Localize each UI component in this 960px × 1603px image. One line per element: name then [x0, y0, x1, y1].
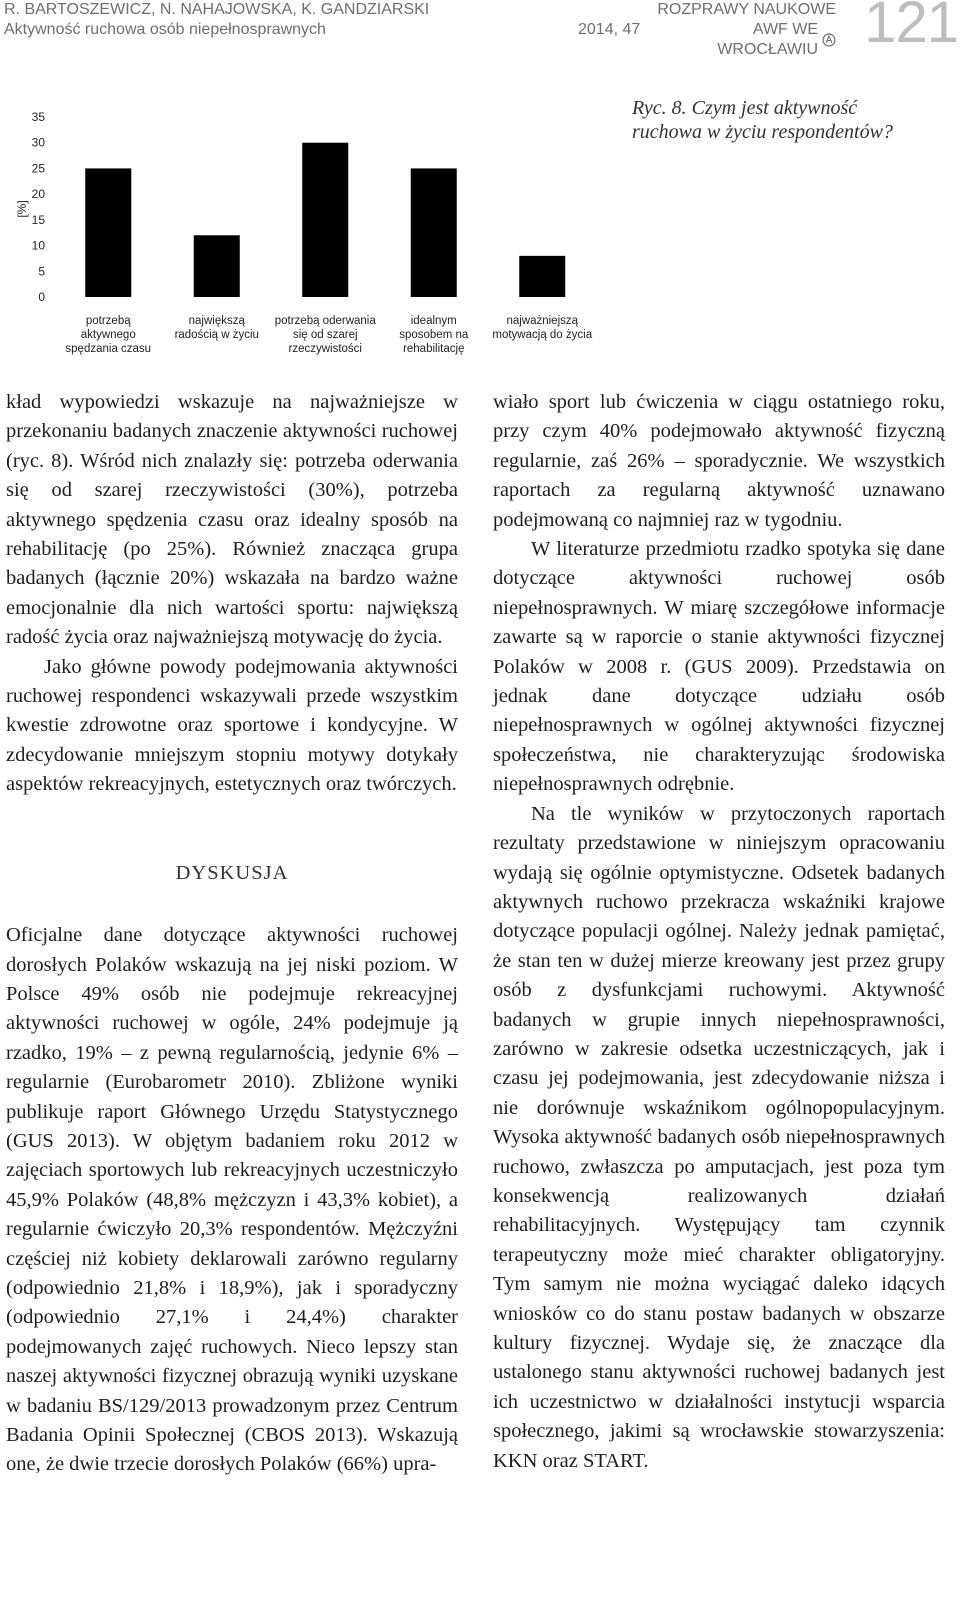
y-axis-ticks	[32, 110, 46, 304]
y-tick-label: 5	[38, 264, 45, 279]
text-column-left	[6, 388, 458, 1480]
y-tick-label: 35	[31, 110, 45, 124]
bar	[302, 143, 348, 297]
bar	[411, 168, 457, 297]
figure-caption-line1: Ryc. 8. Czym jest aktywność	[632, 97, 858, 119]
x-tick-label: rzeczywistości	[288, 343, 362, 355]
x-tick-label: rehabilitację	[403, 343, 465, 355]
x-tick-label: się od szarej	[292, 329, 358, 341]
awf-logo-icon	[822, 33, 836, 47]
paragraph: Na tle wyników w przytoczonych raportach rezultaty przedstawione w niniejszym opracowaniu wydają się ogólnie optymistyczne. Odsetek badanych aktywnych ruchowo przekracza wskaźniki krajowe dotyczące populacji ogólnej. Należy jednak pamiętać, że stan ten w dużej mierze kreowany jest przez grupy osób z dysfunkcjami ruchowymi. Aktywność badanych w grupie innych niepełnosprawności, zarówno w zakresie odsetka uczestniczących, jak i czasu jej podejmowania, jest zdecydowanie niższa i nie dorównuje wskaźnikom ogólnopopulacyjnym. Wysoka aktywność badanych osób niepełnosprawnych ruchowo, zwłaszcza po amputacjach, jest poza tym konsekwencją realizowanych działań rehabilitacyjnych. Występujący tam czynnik terapeutyczny może mieć charakter obligatoryjny. Tym samym nie można wyciągać daleko idących wniosków co do stanu postaw badanych w obszarze kultury fizycznej. Wydaje się, że znaczące dla ustalonego stanu aktywności ruchowej badanych jest ich uczestnictwo w działalności instytucji wsparcia społecznego, jakimi są wrocławskie stowarzyszenia: KKN oraz START.	[493, 802, 945, 1472]
figure-caption	[632, 96, 952, 144]
header-article-title: Aktywność ruchowa osób niepełnosprawnych	[4, 21, 326, 38]
figure-caption-line2: ruchowa w życiu respondentów?	[632, 121, 893, 143]
y-tick-label: 10	[31, 238, 45, 253]
running-header-left	[4, 0, 524, 40]
bar	[194, 235, 240, 297]
paragraph: Oficjalne dane dotyczące aktywności ruchowej dorosłych Polaków wskazują na jej niski poziom. W Polsce 49% osób nie podejmuje rekreacyjnej aktywności ruchowej w ogóle, 24% podejmuje ją rzadko, 19% – z pewną regularnością, jedynie 6% – regularnie (Eurobarometr 2010). Zbliżone wyniki publikuje raport Głównego Urzędu Statystycznego (GUS 2013). W objętym badaniem roku 2012 w zajęciach sportowych lub rekreacyjnych uczestniczyło 45,9% Polaków (48,8% mężczyzn i 43,3% kobiet), a regularnie ćwiczyło 20,3% respondentów. Mężczyźni częściej niż kobiety deklarowali zarówno regularny (odpowiednio 21,8% i 18,9%), jak i sporadyczny (odpowiednio 27,1% i 24,4%) charakter podejmowanych zajęć ruchowych. Nieco lepszy stan naszej aktywności fizycznej obrazują wyniki uzyskane w badaniu BS/129/2013 prowadzonym przez Centrum Badania Opinii Społecznej (CBOS 2013). Wskazują one, że dwie trzecie dorosłych Polaków (66%) upra-	[6, 924, 458, 1476]
bar	[519, 256, 565, 297]
x-tick-label: potrzebą oderwania	[274, 315, 376, 327]
y-tick-label: 0	[38, 290, 45, 304]
x-axis-labels	[65, 315, 592, 355]
x-tick-label: największą	[188, 315, 245, 327]
header-journal-line1: ROZPRAWY NAUKOWE	[657, 1, 836, 18]
x-tick-label: idealnym	[410, 315, 457, 327]
y-tick-label: 30	[31, 135, 45, 150]
y-tick-label: 25	[31, 161, 45, 176]
x-tick-label: radością w życiu	[174, 329, 259, 341]
header-year-volume: 2014, 47	[578, 21, 641, 38]
x-tick-label: potrzebą	[85, 315, 131, 327]
page-number: 121	[864, 0, 958, 55]
x-tick-label: motywacją do życia	[492, 329, 593, 341]
x-tick-label: spędzania czasu	[65, 343, 152, 355]
header-authors: R. BARTOSZEWICZ, N. NAHAJOWSKA, K. GANDZIARSKI	[4, 1, 430, 18]
y-tick-label: 15	[31, 212, 45, 227]
header-journal-line2: AWF WE WROCŁAWIU	[717, 21, 819, 58]
text-column-right	[493, 388, 945, 1476]
paragraph: W literaturze przedmiotu rzadko spotyka się dane dotyczące aktywności ruchowej osób niepełnosprawnych. W miarę szczegółowe informacje zawarte są w raporcie o stanie aktywności fizycznej Polaków w 2008 r. (GUS 2009). Przedstawia on jednak dane dotyczące udziału osób niepełnosprawnych w ogólnej aktywności fizycznej społeczeństwa, nie charakteryzując środowiska niepełnosprawnych odrębnie.	[493, 538, 945, 796]
y-axis-label: [%]	[15, 200, 29, 218]
x-tick-label: najważniejszą	[506, 315, 579, 327]
section-heading: DYSKUSJA	[175, 861, 289, 884]
bar-chart	[0, 96, 620, 371]
paragraph: kład wypowiedzi wskazuje na najważniejsze w przekonaniu badanych znaczenie aktywności ruchowej (ryc. 8). Wśród nich znalazły się: potrzeba oderwania się od szarej rzeczywistości (30%), potrzeba aktywnego spędzenia czasu oraz idealny sposób na rehabilitację (po 25%). Również znacząca grupa badanych (łącznie 20%) wskazała na bardzo ważne emocjonalnie dla nich wartości sportu: największą radość życia oraz najważniejszą motywację do życia.	[6, 391, 458, 649]
bar	[85, 168, 131, 297]
paragraph: wiało sport lub ćwiczenia w ciągu ostatniego roku, przy czym 40% podejmowało aktywność fizyczną regularnie, zaś 26% – sporadycznie. We wszystkich raportach za regularną aktywność uznawano podejmowaną co najmniej raz w tygodniu.	[493, 391, 945, 531]
x-tick-label: aktywnego	[80, 329, 136, 341]
y-tick-label: 20	[31, 187, 45, 202]
x-tick-label: sposobem na	[399, 329, 469, 341]
running-header-right	[648, 0, 836, 60]
bars	[85, 143, 565, 297]
paragraph: Jako główne powody podejmowania aktywności ruchowej respondenci wskazywali przede wszystkim kwestie zdrowotne oraz sportowe i kondycyjne. W zdecydowanie mniejszym stopniu motywy dotykały aspektów rekreacyjnych, estetycznych oraz twórczych.	[6, 655, 458, 796]
